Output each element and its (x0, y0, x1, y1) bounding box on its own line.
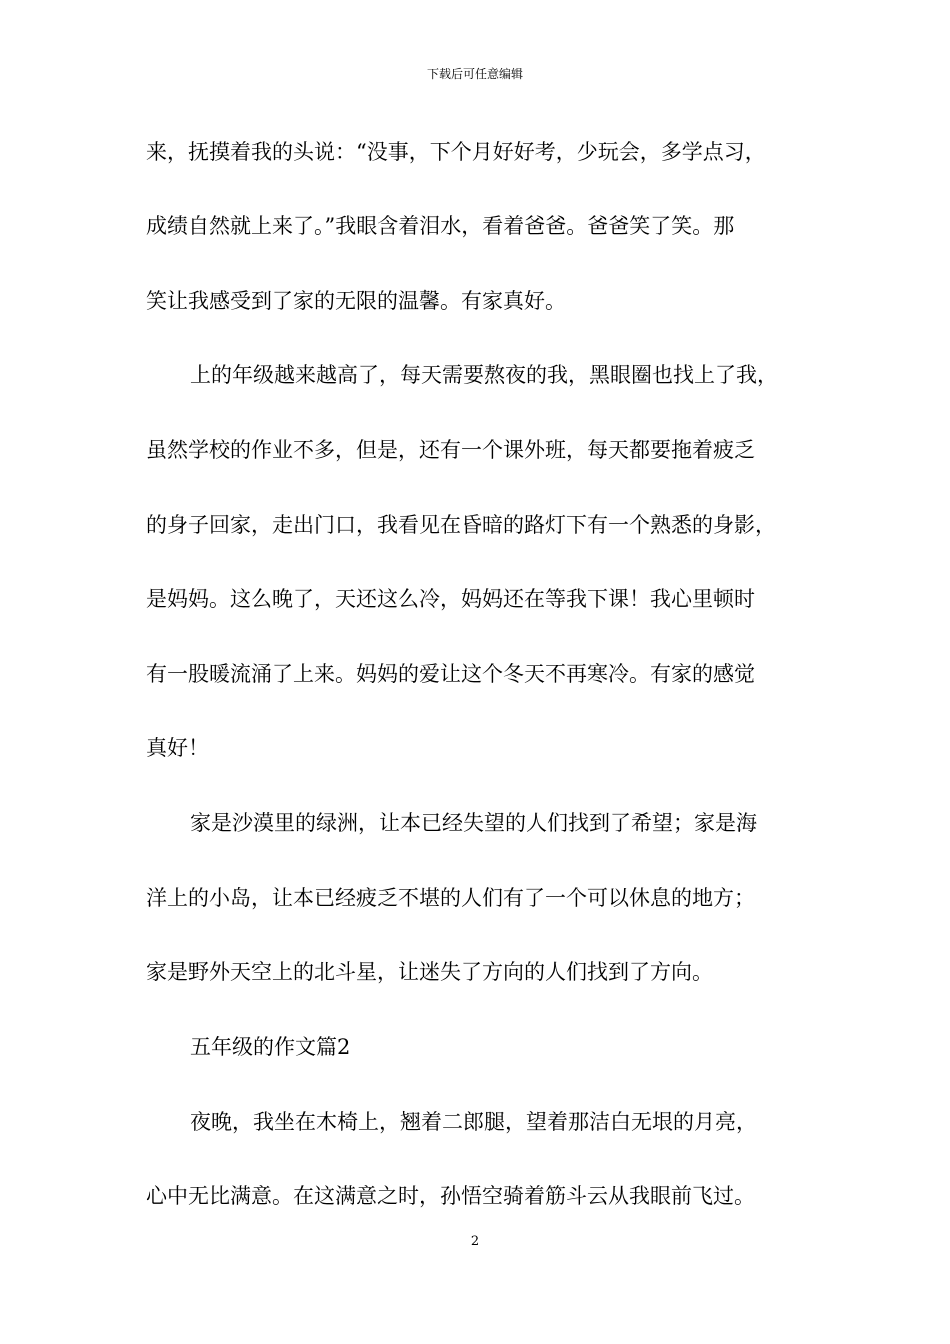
text-line: 成绩自然就上来了。”我眼含着泪水，看着爸爸。爸爸笑了笑。那 (146, 214, 735, 238)
text-line: 的身子回家，走出门口，我看见在昏暗的路灯下有一个熟悉的身影， (146, 513, 776, 537)
text-line: 洋上的小岛，让本已经疲乏不堪的人们有了一个可以休息的地方； (146, 886, 755, 910)
text-line: 家是野外天空上的北斗星，让迷失了方向的人们找到了方向。 (146, 960, 713, 984)
text-line: 虽然学校的作业不多，但是，还有一个课外班，每天都要拖着疲乏 (146, 438, 755, 462)
text-line: 来，抚摸着我的头说：“没事，下个月好好考，少玩会，多学点习， (146, 140, 766, 164)
text-line: 真好！ (146, 736, 209, 760)
page-number: 2 (470, 1234, 480, 1249)
section-heading: 五年级的作文篇2 (190, 1035, 351, 1059)
text-line: 笑让我感受到了家的无限的温馨。有家真好。 (146, 289, 566, 313)
page-header: 下载后可任意编辑 (426, 67, 523, 81)
text-line: 是妈妈。这么晚了，天还这么冷，妈妈还在等我下课！我心里顿时 (146, 587, 755, 611)
text-line: 家是沙漠里的绿洲，让本已经失望的人们找到了希望；家是海 (190, 811, 757, 835)
text-line: 夜晚，我坐在木椅上，翘着二郎腿，望着那洁白无垠的月亮， (190, 1110, 757, 1134)
text-line: 有一股暖流涌了上来。妈妈的爱让这个冬天不再寒冷。有家的感觉 (146, 662, 755, 686)
text-line: 心中无比满意。在这满意之时，孙悟空骑着筋斗云从我眼前飞过。 (146, 1184, 755, 1208)
text-line: 上的年级越来越高了，每天需要熬夜的我，黑眼圈也找上了我， (190, 363, 778, 387)
